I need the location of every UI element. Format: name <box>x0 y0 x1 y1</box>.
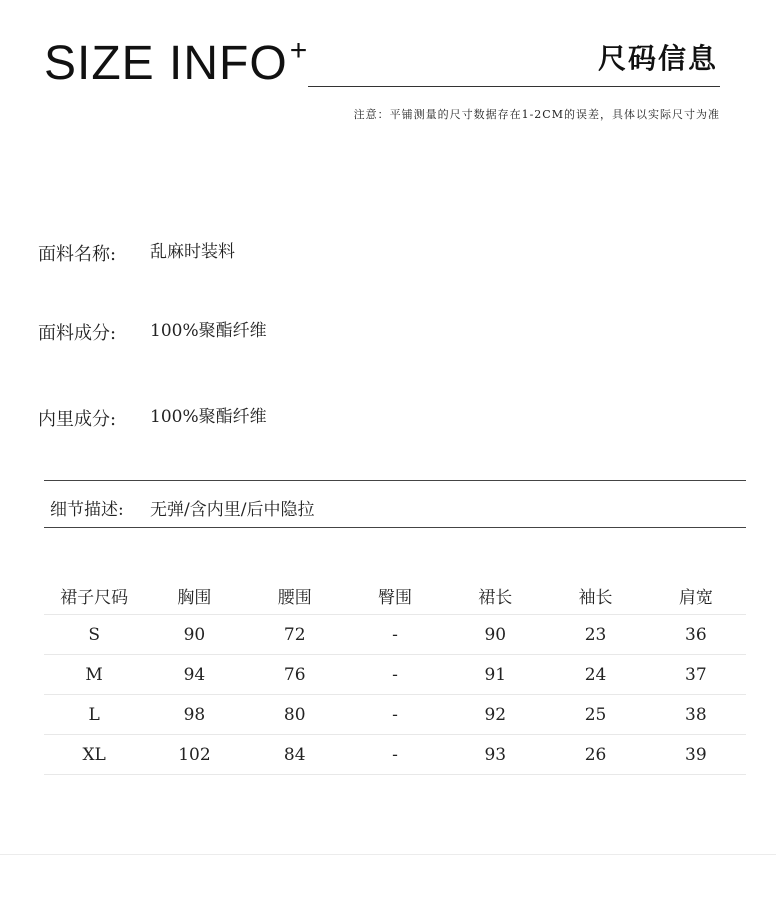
table-row <box>44 735 746 775</box>
table-cell: 23 <box>545 615 645 655</box>
plus-icon: + <box>289 34 309 67</box>
fabric-name-label: 面料名称: <box>38 244 117 265</box>
lining-composition-value: 100%聚酯纤维 <box>150 407 267 427</box>
table-row <box>44 695 746 735</box>
table-cell: 90 <box>144 615 244 655</box>
details-value: 无弹/含内里/后中隐拉 <box>150 500 315 520</box>
table-cell: - <box>345 695 445 735</box>
column-header-size: 裙子尺码 <box>44 576 144 615</box>
table-cell: 37 <box>646 655 746 695</box>
column-header-hip: 臀围 <box>345 576 445 615</box>
table-cell: 24 <box>545 655 645 695</box>
table-cell: 26 <box>545 735 645 775</box>
column-header-sleeve-length: 袖长 <box>545 576 645 615</box>
table-cell: 93 <box>445 735 545 775</box>
bottom-divider <box>0 854 776 855</box>
table-row <box>44 655 746 695</box>
table-cell: - <box>345 655 445 695</box>
column-header-bust: 胸围 <box>144 576 244 615</box>
column-header-shoulder-width: 肩宽 <box>646 576 746 615</box>
table-cell: 84 <box>245 735 345 775</box>
table-cell: 91 <box>445 655 545 695</box>
measurement-note: 注意：平铺测量的尺寸数据存在1-2CM的误差，具体以实际尺寸为准 <box>353 108 720 121</box>
details-box <box>44 480 746 528</box>
fabric-composition-row <box>38 319 267 345</box>
table-cell: 80 <box>245 695 345 735</box>
table-cell: 36 <box>646 615 746 655</box>
fabric-composition-label: 面料成分: <box>38 323 117 344</box>
table-cell: 94 <box>144 655 244 695</box>
table-cell: - <box>345 615 445 655</box>
table-cell: - <box>345 735 445 775</box>
details-label: 细节描述: <box>50 500 124 520</box>
column-header-waist: 腰围 <box>245 576 345 615</box>
table-cell: 98 <box>144 695 244 735</box>
page-title-english <box>44 34 309 90</box>
size-table <box>44 576 746 775</box>
fabric-name-value: 乱麻时装料 <box>150 242 235 262</box>
table-cell: 38 <box>646 695 746 735</box>
title-text: SIZE INFO <box>44 37 288 90</box>
table-cell: 92 <box>445 695 545 735</box>
table-cell: L <box>44 695 144 735</box>
table-cell: XL <box>44 735 144 775</box>
title-divider <box>308 86 720 87</box>
table-row <box>44 615 746 655</box>
table-cell: 102 <box>144 735 244 775</box>
lining-composition-label: 内里成分: <box>38 409 117 430</box>
size-table-header-row <box>44 576 746 615</box>
fabric-name-row <box>38 240 235 266</box>
table-cell: S <box>44 615 144 655</box>
page-title-chinese: 尺码信息 <box>597 42 718 75</box>
column-header-skirt-length: 裙长 <box>445 576 545 615</box>
table-cell: 25 <box>545 695 645 735</box>
table-cell: 39 <box>646 735 746 775</box>
fabric-composition-value: 100%聚酯纤维 <box>150 321 267 341</box>
lining-composition-row <box>38 405 267 431</box>
table-cell: M <box>44 655 144 695</box>
table-cell: 76 <box>245 655 345 695</box>
table-cell: 72 <box>245 615 345 655</box>
table-cell: 90 <box>445 615 545 655</box>
